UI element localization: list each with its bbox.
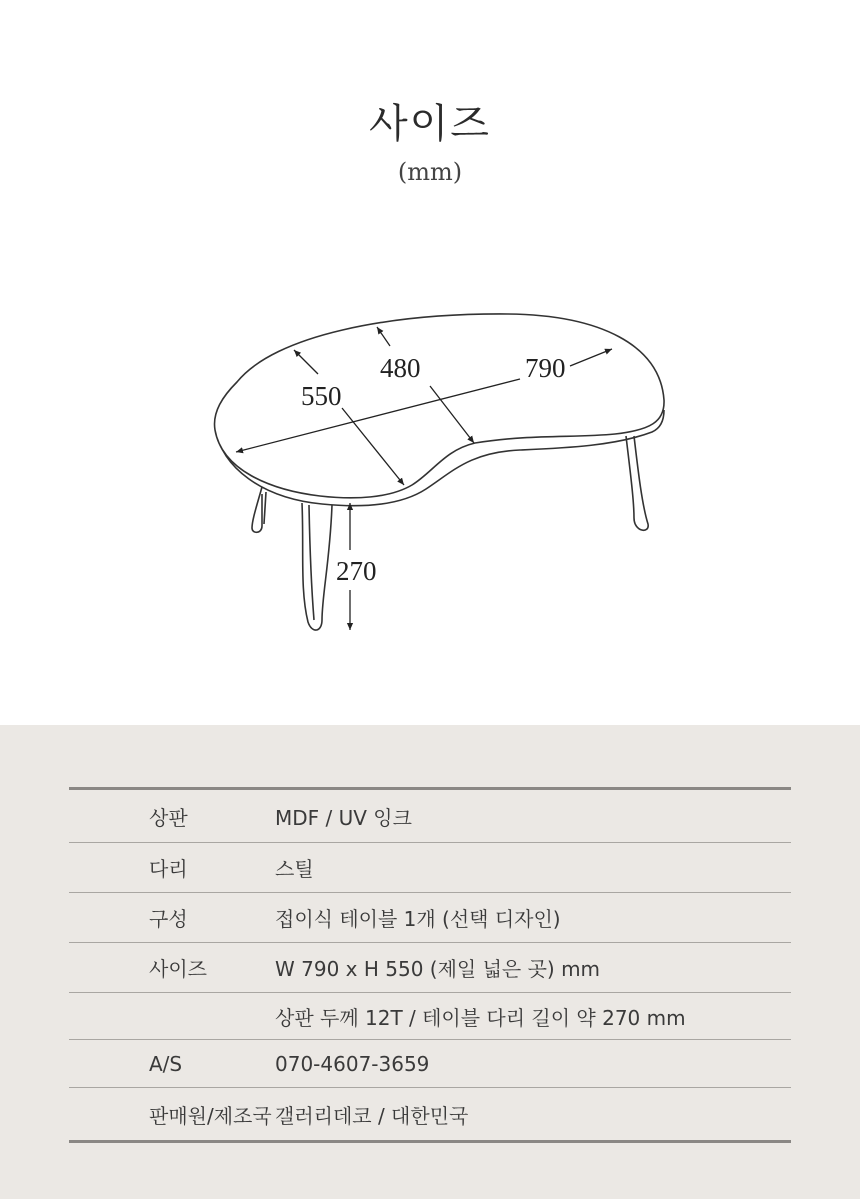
spec-row-top bbox=[69, 790, 791, 842]
spec-key: A/S bbox=[149, 1051, 183, 1076]
spec-table bbox=[69, 787, 791, 1143]
spec-row-seller bbox=[69, 1087, 791, 1140]
spec-row-as bbox=[69, 1039, 791, 1087]
spec-row-size bbox=[69, 942, 791, 992]
spec-value: W 790 x H 550 (제일 넓은 곳) mm bbox=[275, 957, 601, 981]
unit-label: (mm) bbox=[397, 158, 463, 186]
width-label: 790 bbox=[525, 353, 566, 383]
spec-section bbox=[0, 725, 860, 1199]
depth-label: 550 bbox=[301, 381, 342, 411]
spec-row-size-detail bbox=[69, 992, 791, 1039]
page-title: 사이즈 bbox=[369, 101, 491, 147]
spec-key: 사이즈 bbox=[149, 957, 207, 981]
spec-value: 스틸 bbox=[275, 857, 314, 881]
spec-row-legs bbox=[69, 842, 791, 892]
spec-value: 070-4607-3659 bbox=[275, 1051, 430, 1076]
tabletop-surface bbox=[215, 314, 665, 498]
spec-row-composition bbox=[69, 892, 791, 942]
spec-key: 판매원/제조국 bbox=[149, 1103, 272, 1128]
spec-value: 접이식 테이블 1개 (선택 디자인) bbox=[275, 907, 561, 931]
spec-key: 상판 bbox=[149, 805, 188, 830]
height-label: 270 bbox=[336, 556, 377, 586]
spec-key: 다리 bbox=[149, 857, 188, 881]
spec-key: 구성 bbox=[149, 907, 188, 931]
spec-value: 갤러리데코 / 대한민국 bbox=[275, 1103, 469, 1128]
spec-value: 상판 두께 12T / 테이블 다리 길이 약 270 mm bbox=[275, 1005, 686, 1030]
spec-value: MDF / UV 잉크 bbox=[275, 805, 412, 830]
inner-depth-label: 480 bbox=[380, 353, 421, 383]
